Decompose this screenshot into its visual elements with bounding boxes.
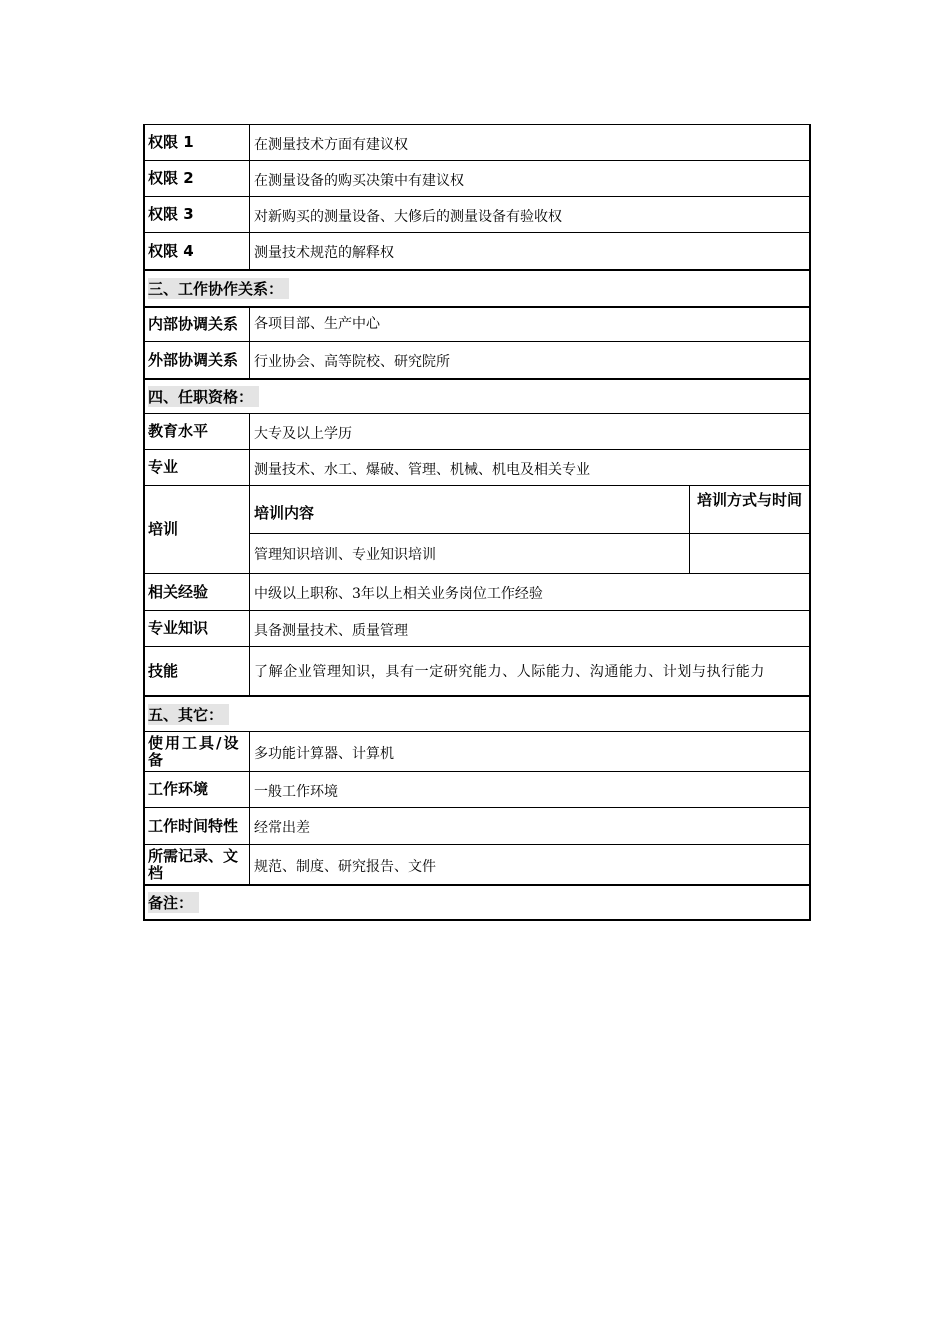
training-label: 培训: [145, 486, 250, 573]
training-header: [250, 486, 809, 534]
remarks-title: 备注：: [148, 892, 199, 913]
permission-row-2: [145, 160, 809, 196]
permission-row-4: [145, 232, 809, 269]
training-row: [145, 485, 809, 573]
external-coordination-label: 外部协调关系: [145, 342, 250, 378]
training-method-header: 培训方式与时间: [696, 491, 802, 509]
section-title: 四、任职资格：: [148, 386, 259, 407]
permission-value: 测量技术规范的解释权: [254, 245, 394, 261]
major-value: 测量技术、水工、爆破、管理、机械、机电及相关专业: [254, 461, 590, 478]
experience-label: 相关经验: [145, 574, 250, 610]
training-body: [250, 534, 809, 573]
tools-label: 使用工具/设备: [145, 732, 250, 771]
permission-value: 在测量设备的购买决策中有建议权: [254, 172, 464, 189]
experience-row: [145, 573, 809, 610]
major-label: 专业: [145, 450, 250, 485]
education-row: [145, 413, 809, 449]
records-value: 规范、制度、研究报告、文件: [254, 858, 436, 875]
tools-row: [145, 731, 809, 771]
knowledge-label: 专业知识: [145, 611, 250, 646]
external-coordination-row: [145, 341, 809, 378]
permission-label: 权限 3: [145, 197, 250, 232]
permission-row-3: [145, 196, 809, 232]
job-description-table: [143, 124, 811, 921]
environment-row: [145, 771, 809, 807]
work-time-value: 经常出差: [254, 820, 310, 836]
environment-label: 工作环境: [145, 772, 250, 807]
permission-value: 在测量技术方面有建议权: [254, 136, 408, 153]
remarks-row: [145, 884, 809, 921]
environment-value: 一般工作环境: [254, 783, 338, 800]
major-row: [145, 449, 809, 485]
work-time-row: [145, 807, 809, 844]
permission-row-1: [145, 124, 809, 160]
internal-coordination-label: 内部协调关系: [145, 308, 250, 341]
education-label: 教育水平: [145, 414, 250, 449]
internal-coordination-row: [145, 306, 809, 341]
skills-label: 技能: [145, 647, 250, 695]
records-row: [145, 844, 809, 884]
skills-row: [145, 646, 809, 695]
internal-coordination-value: 各项目部、生产中心: [254, 316, 380, 332]
experience-value: 中级以上职称、3年以上相关业务岗位工作经验: [254, 586, 543, 602]
knowledge-row: [145, 610, 809, 646]
section-header-other: [145, 695, 809, 731]
knowledge-value: 具备测量技术、质量管理: [254, 622, 408, 639]
training-content-header: 培训内容: [250, 486, 690, 533]
section-title: 五、其它：: [148, 704, 229, 725]
external-coordination-value: 行业协会、高等院校、研究院所: [254, 354, 450, 370]
permission-label: 权限 1: [145, 125, 250, 160]
section-header-collaboration: [145, 269, 809, 306]
training-method: [690, 534, 809, 573]
tools-value: 多功能计算器、计算机: [254, 745, 394, 762]
section-header-qualifications: [145, 378, 809, 413]
skills-value: 了解企业管理知识，具有一定研究能力、人际能力、沟通能力、计划与执行能力: [254, 663, 765, 680]
training-content: 管理知识培训、专业知识培训: [250, 534, 690, 573]
permission-label: 权限 4: [145, 233, 250, 269]
permission-label: 权限 2: [145, 161, 250, 196]
section-title: 三、工作协作关系：: [148, 278, 289, 299]
training-subtable: [250, 486, 809, 573]
work-time-label: 工作时间特性: [145, 808, 250, 844]
records-label: 所需记录、文档: [145, 845, 250, 884]
permission-value: 对新购买的测量设备、大修后的测量设备有验收权: [254, 208, 562, 225]
education-value: 大专及以上学历: [254, 425, 352, 442]
